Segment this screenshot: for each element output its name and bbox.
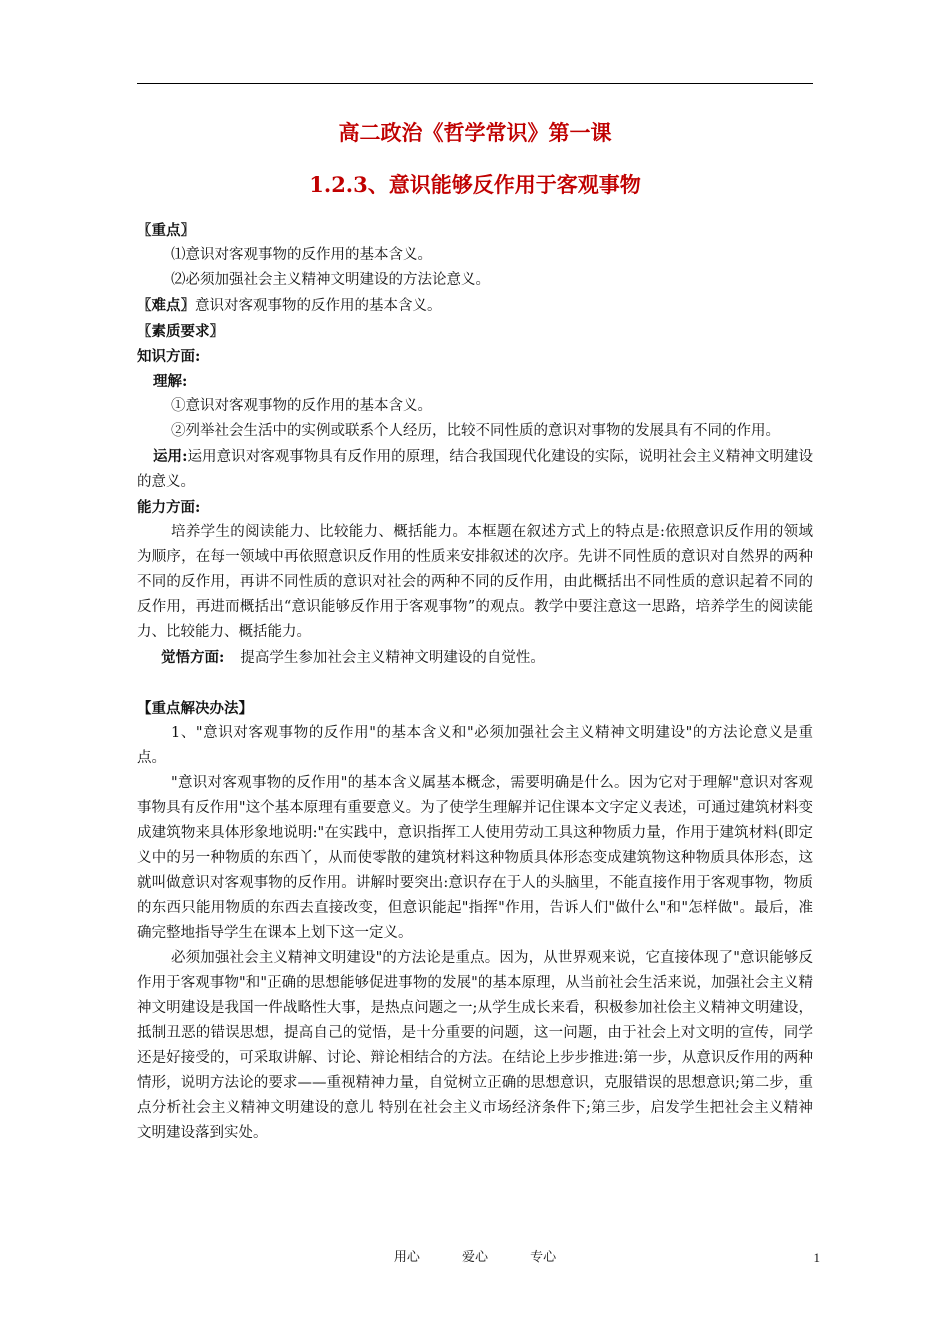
key-point-1: ⑴意识对客观事物的反作用的基本含义。 (171, 247, 432, 263)
footer-slogan-3: 专心 (530, 1250, 557, 1265)
application-label: 运用: (153, 448, 188, 465)
difficulty-label: 〖难点〗 (137, 297, 195, 314)
ability-text: 培养学生的阅读能力、比较能力、概括能力。本框题在叙述方式上的特点是:依照意识反作用的领域为顺序，在每一领域中再依照意识反作用的性质来安排叙述的次序。先讲不同性质的意识对自然界的两种不同的反作用，再讲不同性质的意识对社会的两种不同的反作用，由此概括出不同性质的意识起着不同的反作用，再进而概括出“意识能够反作用于客观事物”的观点。教学中要注意这一思路，培养学生的阅读能力、比较能力、概括能力。 (137, 524, 813, 640)
document-subtitle: 1.2.3、意识能够反作用于客观事物 (309, 172, 641, 197)
awareness-label: 觉悟方面: (161, 649, 225, 666)
awareness-text: 提高学生参加社会主义精神文明建设的自觉性。 (240, 650, 545, 666)
knowledge-heading: 知识方面: (137, 348, 201, 365)
difficulty-text: 意识对客观事物的反作用的基本含义。 (195, 298, 442, 314)
key-points-heading: 〖重点〗 (137, 222, 195, 239)
application-line (137, 444, 813, 495)
document-body (137, 218, 813, 1146)
document-title: 高二政治《哲学常识》第一课 (338, 120, 612, 145)
header-rule (137, 83, 813, 84)
understanding-item-1: ①意识对客观事物的反作用的基本含义。 (171, 398, 432, 414)
quality-requirements-heading: 〖素质要求〗 (137, 323, 224, 340)
key-point-2: ⑵必须加强社会主义精神文明建设的方法论意义。 (171, 272, 490, 288)
footer-slogan-2: 爱心 (461, 1250, 488, 1265)
understanding-heading: 理解: (153, 373, 188, 390)
method-paragraph-3: 必须加强社会主义精神文明建设"的方法论是重点。因为，从世界观来说，它直接体现了"意识能够反作用于客观事物"和"正确的思想能够促进事物的发展"的基本原理，从当前社会生活来说，加强社会主义精神文明建设是我国一件战略性大事，是热点问题之一;从学生成长来看，积极参加社侩主义精神文明建设，抵制丑恶的错误思想，提高自己的觉悟，是十分重要的问题，这一问题，由于社会上对文明的宣传，同学还是好接受的，可采取讲解、讨论、辩论相结合的方法。在结论上步步推进:第一步，从意识反作用的两种情形，说明方法论的要求——重视精神力量，自觉树立正确的思想意识，克服错误的思想意识;第二步，重点分析社会主义精神文明建设的意儿 特别在社会主义市场经济条件下;第三步，启发学生把社会主义精神文明建设落到实处。 (137, 950, 813, 1141)
difficulty-line (137, 293, 813, 319)
awareness-line (137, 645, 813, 671)
understanding-item-2: ②列举社会生活中的实例或联系个人经历，比较不同性质的意识对事物的发展具有不同的作用。 (171, 423, 780, 439)
method-paragraph-2: "意识对客观事物的反作用"的基本含义属基本概念，需要明确是什么。因为它对于理解"意识对客观事物具有反作用"这个基本原理有重要意义。为了使学生理解并记住课本文字定义表述，可通过建筑材料变成建筑物来具体形象地说明:"在实践中，意识指挥工人使用劳动工具这种物质力量，作用于建筑材料(即定义中的另一种物质的东西丫，从而使零散的建筑材料这种物质具体形态变成建筑物这种物质具体形态，这就叫做意识对客观事物的反作用。讲解时要突出:意识存在于人的头脑里，不能直接作用于客观事物，物质的东西只能用物质的东西去直接改变，但意识能起"指挥"作用，告诉人们"做什么"和"怎样做"。最后，准确完整地指导学生在课本上划下这一定义。 (137, 775, 813, 941)
footer-slogan-1: 用心 (393, 1250, 420, 1265)
method-heading: 【重点解决办法】 (137, 700, 253, 717)
page-number: 1 (813, 1250, 820, 1265)
section-gap (137, 671, 813, 696)
application-text: 运用意识对客观事物具有反作用的原理，结合我国现代化建设的实际，说明社会主义精神文明建设的意义。 (137, 449, 813, 490)
ability-heading: 能力方面: (137, 499, 201, 516)
method-paragraph-1: 1、"意识对客观事物的反作用"的基本含义和"必须加强社会主义精神文明建设"的方法论意义是重点。 (137, 725, 813, 766)
